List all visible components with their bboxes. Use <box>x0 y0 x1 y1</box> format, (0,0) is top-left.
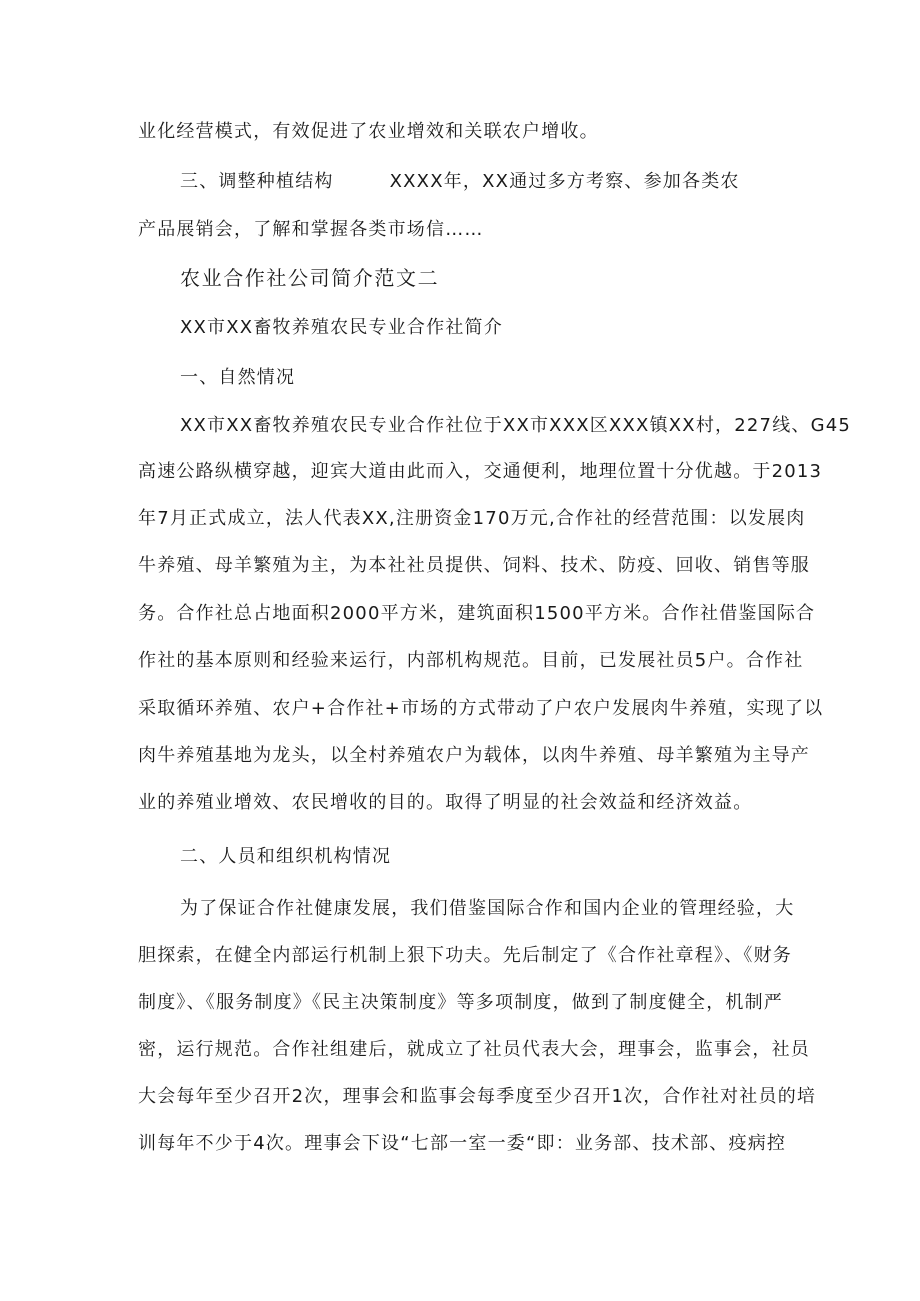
paragraph-line: 年7月正式成立，法人代表XX,注册资金170万元,合作社的经营范围：以发展肉 <box>138 508 806 529</box>
paragraph-line: XX市XX畜牧养殖农民专业合作社位于XX市XXX区XXX镇XX村，227线、G45 <box>180 415 852 436</box>
section-heading: 二、人员和组织机构情况 <box>180 846 392 867</box>
paragraph-line: 采取循环养殖、农户+合作社+市场的方式带动了户农户发展肉牛养殖，实现了以 <box>138 698 824 719</box>
document-title: 农业合作社公司简介范文二 <box>180 266 440 290</box>
paragraph-line: 肉牛养殖基地为龙头，以全村养殖农户为载体，以肉牛养殖、母羊繁殖为主导产 <box>138 745 810 766</box>
section-heading-text: 三、调整种植结构 <box>180 171 334 192</box>
paragraph-line: 训每年不少于4次。理事会下设“七部一室一委“即：业务部、技术部、疫病控 <box>138 1133 787 1154</box>
paragraph-line: 密，运行规范。合作社组建后，就成立了社员代表大会，理事会，监事会，社员 <box>138 1039 810 1060</box>
article-title: XX市XX畜牧养殖农民专业合作社简介 <box>180 317 503 338</box>
section-heading-line <box>180 170 740 194</box>
section-heading: 一、自然情况 <box>180 367 296 388</box>
paragraph-line: 业的养殖业增效、农民增收的目的。取得了明显的社会效益和经济效益。 <box>138 792 753 813</box>
paragraph-line: 大会每年至少召开2次，理事会和监事会每季度至少召开1次，合作社对社员的培 <box>138 1086 817 1107</box>
paragraph-line: 作社的基本原则和经验来运行，内部机构规范。目前，已发展社员5户。合作社 <box>138 650 804 671</box>
paragraph-text: XXXX年，XX通过多方考察、参加各类农 <box>389 171 740 192</box>
paragraph-line: 高速公路纵横穿越，迎宾大道由此而入，交通便利，地理位置十分优越。于2013 <box>138 461 823 482</box>
paragraph-line: 务。合作社总占地面积2000平方米，建筑面积1500平方米。合作社借鉴国际合 <box>138 603 816 624</box>
paragraph-line: 产品展销会，了解和掌握各类市场信…… <box>138 219 484 240</box>
paragraph-line: 制度》、《服务制度》《民主决策制度》等多项制度，做到了制度健全，机制严 <box>138 992 783 1013</box>
paragraph-line: 为了保证合作社健康发展，我们借鉴国际合作和国内企业的管理经验，大 <box>180 898 795 919</box>
paragraph-line: 业化经营模式，有效促进了农业增效和关联农户增收。 <box>138 121 599 142</box>
paragraph-line: 牛养殖、母羊繁殖为主，为本社社员提供、饲料、技术、防疫、回收、销售等服 <box>138 555 810 576</box>
paragraph-line: 胆探索，在健全内部运行机制上狠下功夫。先后制定了《合作社章程》、《财务 <box>138 945 792 966</box>
